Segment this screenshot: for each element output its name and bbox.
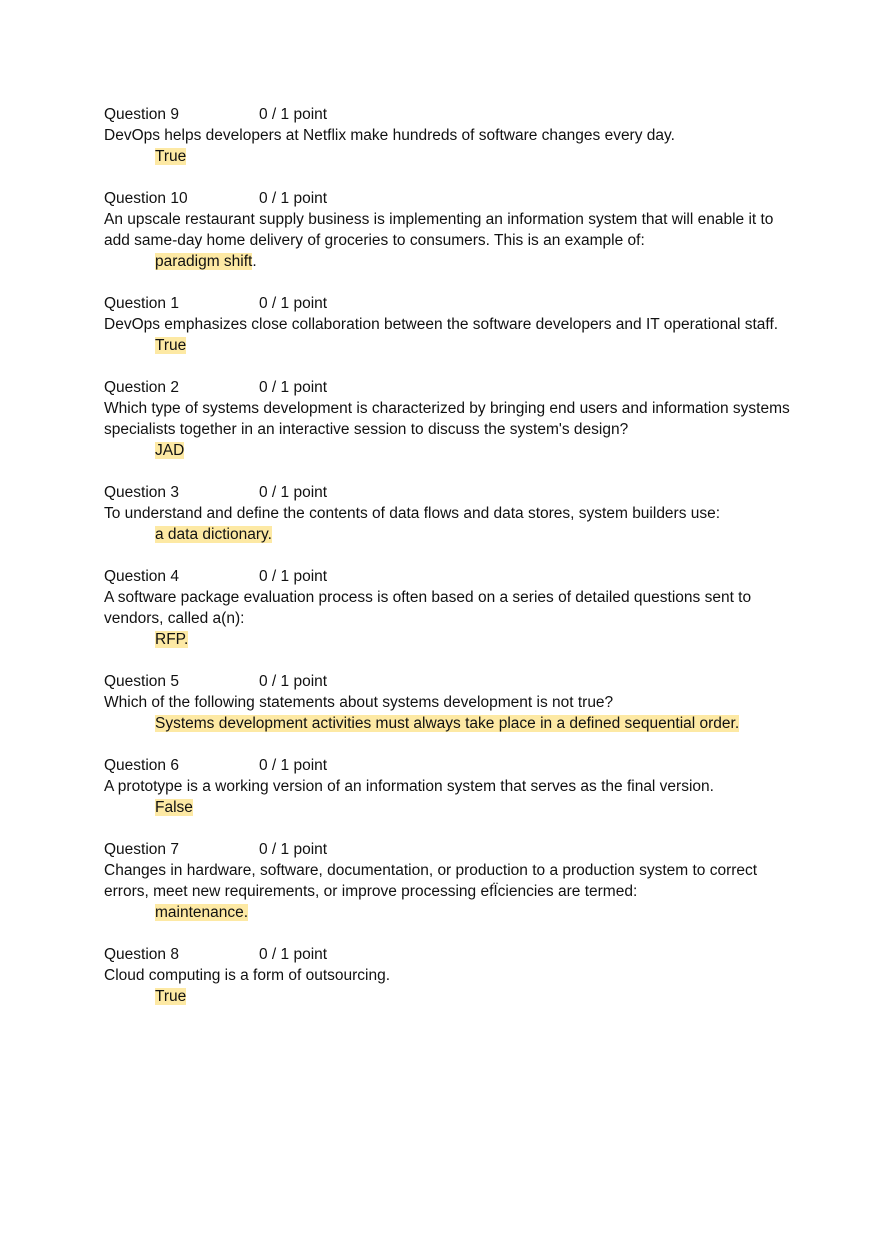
question-label: Question 4 [104,568,179,585]
question-text: Which of the following statements about systems development is not true? [104,694,614,711]
question-label: Question 5 [104,673,179,690]
answer-highlight: JAD [155,442,185,459]
question-header [104,104,794,125]
question-text: To understand and define the contents of data flows and data stores, system builders use: [104,505,721,522]
answer-highlight: RFP. [155,631,189,648]
answer-line [104,524,794,545]
answer-suffix: . [252,253,257,270]
question-points: 0 / 1 point [259,568,328,585]
question-block [104,671,794,734]
question-points: 0 / 1 point [259,673,328,690]
question-points: 0 / 1 point [259,190,328,207]
question-points: 0 / 1 point [259,295,328,312]
question-header [104,671,794,692]
answer-highlight: maintenance. [155,904,249,921]
answer-highlight: False [155,799,193,816]
question-text: DevOps helps developers at Netflix make hundreds of software changes every day. [104,127,675,144]
question-block [104,755,794,818]
question-block [104,104,794,167]
question-points: 0 / 1 point [259,757,328,774]
question-text: Which type of systems development is characterized by bringing end users and information systems specialists together in an interactive session to discuss the system's design? [104,400,790,438]
answer-line [104,440,794,461]
question-header [104,944,794,965]
answer-highlight: paradigm shift [155,253,253,270]
question-label: Question 3 [104,484,179,501]
answer-line [104,251,794,272]
question-label: Question 9 [104,106,179,123]
question-text: An upscale restaurant supply business is implementing an information system that will enable it to add same-day home delivery of groceries to consumers. This is an example of: [104,211,774,249]
question-header [104,566,794,587]
question-header [104,293,794,314]
answer-line [104,713,794,734]
question-points: 0 / 1 point [259,106,328,123]
answer-line [104,146,794,167]
question-header [104,755,794,776]
question-text: Cloud computing is a form of outsourcing. [104,967,391,984]
answer-highlight: a data dictionary. [155,526,272,543]
question-label: Question 10 [104,190,188,207]
question-header [104,188,794,209]
quiz-document [104,104,794,1028]
question-label: Question 2 [104,379,179,396]
question-points: 0 / 1 point [259,841,328,858]
answer-line [104,797,794,818]
question-label: Question 6 [104,757,179,774]
question-header [104,377,794,398]
answer-highlight: True [155,337,187,354]
question-label: Question 1 [104,295,179,312]
question-text: Changes in hardware, software, documentation, or production to a production system to correct errors, meet new requirements, or improve processing efÏciencies are termed: [104,862,758,900]
answer-line [104,335,794,356]
answer-line [104,629,794,650]
question-header [104,482,794,503]
answer-highlight: Systems development activities must always take place in a defined sequential order. [155,715,740,732]
question-label: Question 7 [104,841,179,858]
question-text: A software package evaluation process is often based on a series of detailed questions sent to vendors, called a(n): [104,589,752,627]
question-block [104,188,794,272]
question-points: 0 / 1 point [259,484,328,501]
question-text: DevOps emphasizes close collaboration between the software developers and IT operational staff. [104,316,779,333]
answer-line [104,902,794,923]
answer-line [104,986,794,1007]
question-block [104,566,794,650]
question-block [104,839,794,923]
answer-highlight: True [155,148,187,165]
answer-highlight: True [155,988,187,1005]
question-text: A prototype is a working version of an information system that serves as the final version. [104,778,714,795]
question-points: 0 / 1 point [259,379,328,396]
question-header [104,839,794,860]
question-block [104,944,794,1007]
question-label: Question 8 [104,946,179,963]
question-block [104,377,794,461]
question-block [104,293,794,356]
question-block [104,482,794,545]
question-points: 0 / 1 point [259,946,328,963]
